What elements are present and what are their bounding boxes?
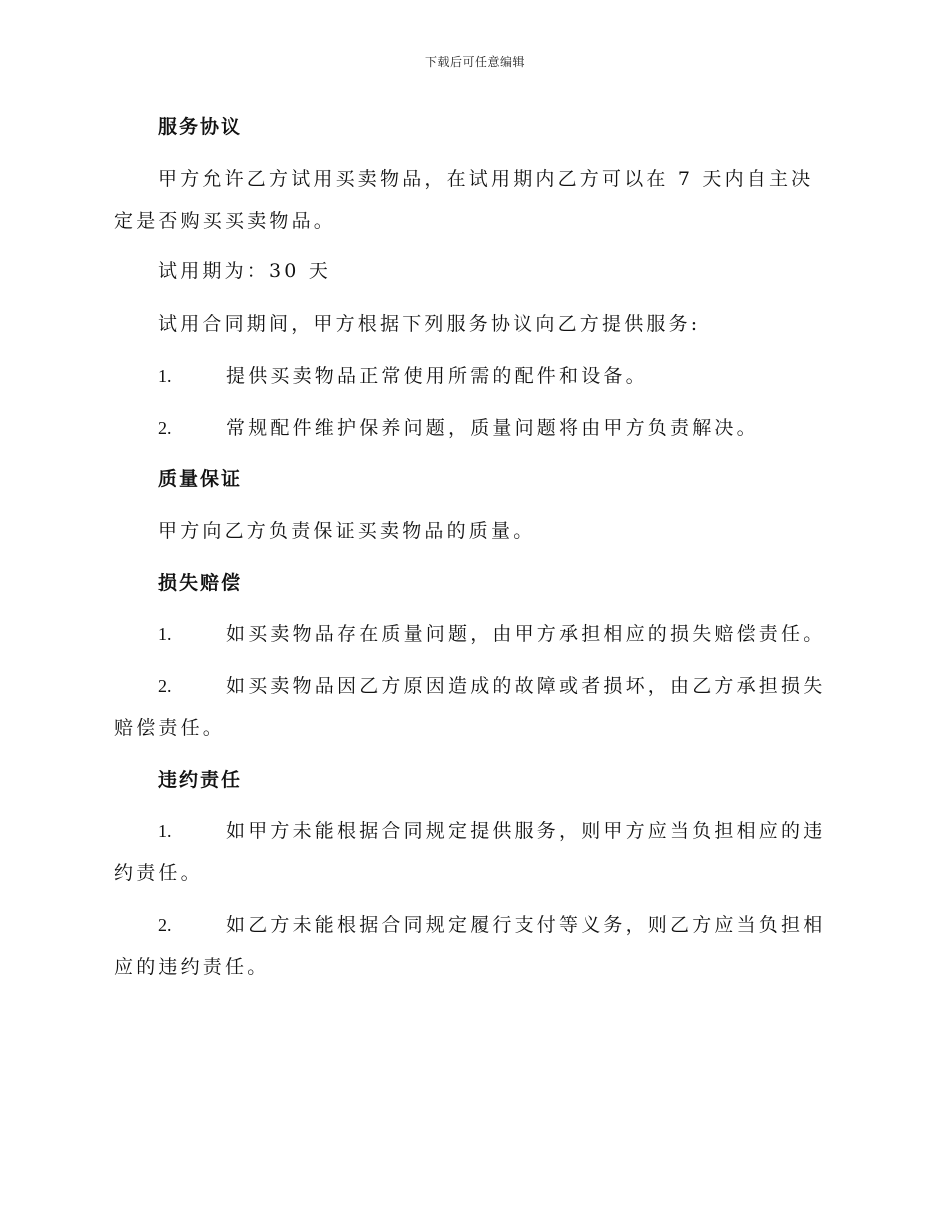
list-number: 1. bbox=[158, 821, 172, 841]
list-text: 提供买卖物品正常使用所需的配件和设备。 bbox=[226, 365, 648, 387]
section-title-compensation: 损失赔偿 bbox=[158, 572, 243, 594]
list-number: 2. bbox=[158, 676, 172, 696]
list-item bbox=[114, 904, 834, 988]
section-title-service: 服务协议 bbox=[158, 116, 243, 138]
service-lead: 试用合同期间，甲方根据下列服务协议向乙方提供服务: bbox=[158, 313, 701, 335]
list-item bbox=[114, 407, 834, 449]
list-item bbox=[114, 613, 834, 655]
quality-text: 甲方向乙方负责保证买卖物品的质量。 bbox=[158, 520, 536, 542]
list-text: 如乙方未能根据合同规定履行支付等义务，则乙方应当负担相应的违约责任。 bbox=[114, 914, 826, 978]
list-text: 如买卖物品存在质量问题，由甲方承担相应的损失赔偿责任。 bbox=[226, 623, 826, 645]
list-item bbox=[114, 810, 834, 894]
list-text: 如甲方未能根据合同规定提供服务，则甲方应当负担相应的违约责任。 bbox=[114, 820, 826, 884]
trial-period: 试用期为：30 天 bbox=[158, 260, 332, 282]
list-number: 1. bbox=[158, 366, 172, 386]
page-header: 下载后可任意编辑 bbox=[424, 55, 525, 69]
service-intro: 甲方允许乙方试用买卖物品，在试用期内乙方可以在 7 天内自主决定是否购买买卖物品。 bbox=[114, 168, 814, 232]
list-item bbox=[114, 355, 834, 397]
section-title-breach: 违约责任 bbox=[158, 769, 243, 791]
list-number: 1. bbox=[158, 624, 172, 644]
list-number: 2. bbox=[158, 915, 172, 935]
list-item bbox=[114, 665, 834, 749]
list-text: 常规配件维护保养问题，质量问题将由甲方负责解决。 bbox=[226, 417, 759, 439]
section-title-quality: 质量保证 bbox=[158, 468, 243, 490]
list-text: 如买卖物品因乙方原因造成的故障或者损坏，由乙方承担损失赔偿责任。 bbox=[114, 675, 826, 739]
list-number: 2. bbox=[158, 418, 172, 438]
